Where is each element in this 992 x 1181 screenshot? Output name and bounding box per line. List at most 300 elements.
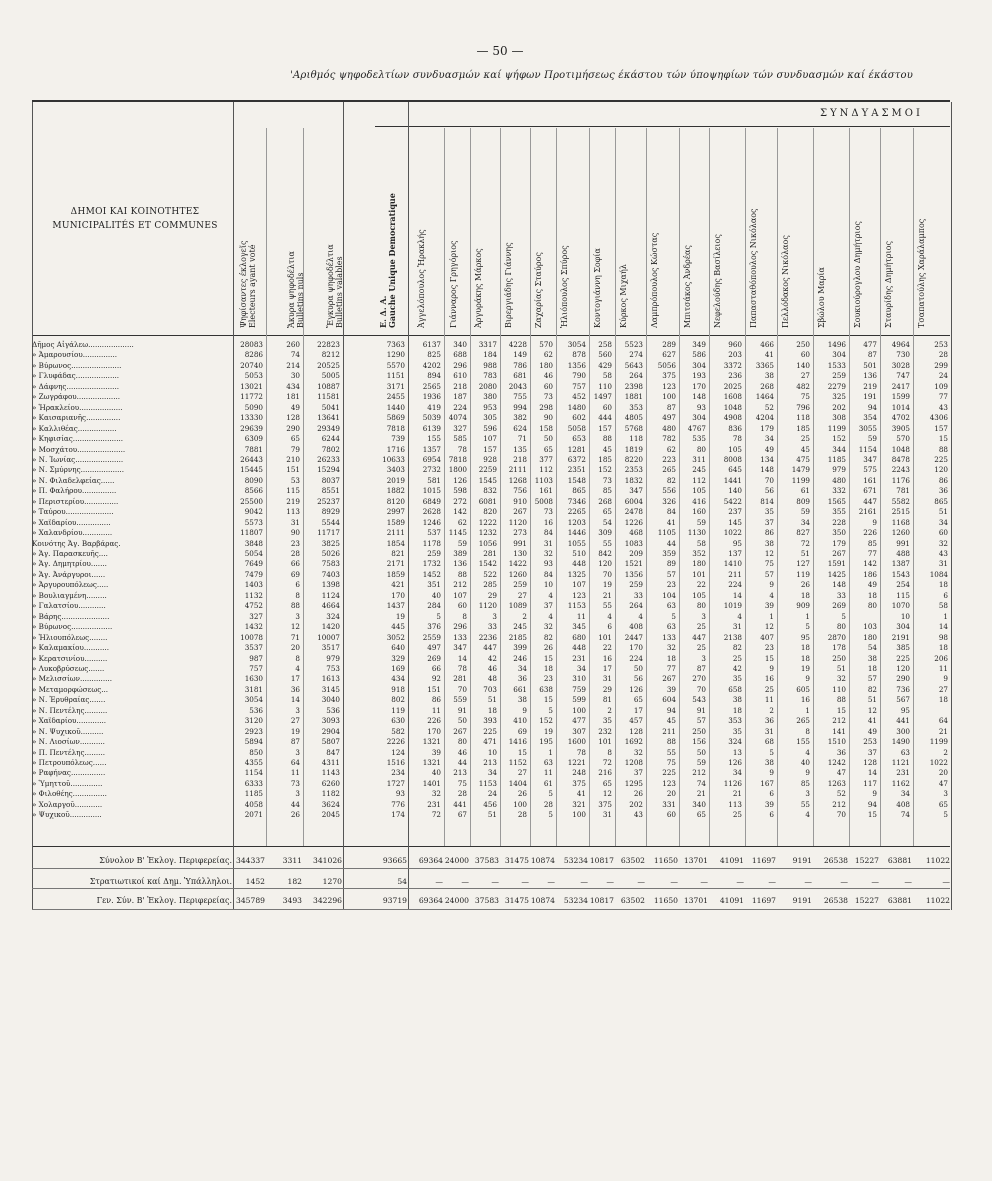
table-cell: 87 <box>696 663 706 673</box>
table-cell: 910 <box>513 496 527 506</box>
table-cell: 62 <box>543 350 553 360</box>
table-cell: 49 <box>290 402 300 412</box>
table-cell: 8212 <box>321 350 340 360</box>
table-cell: 224 <box>453 402 467 412</box>
row-label: » Ν. Ἐρυθραίας....... <box>32 695 106 705</box>
table-cell: 245 <box>513 622 527 632</box>
totals-cell: — <box>637 877 645 886</box>
table-cell: 304 <box>832 350 846 360</box>
totals-cell: 93665 <box>382 856 407 865</box>
table-cell: 10887 <box>317 381 340 391</box>
table-cell: 19 <box>543 726 553 736</box>
table-cell: 265 <box>796 716 810 726</box>
table-cell: 1630 <box>244 674 263 684</box>
table-cell: 264 <box>629 601 643 611</box>
table-cell: 6004 <box>624 496 643 506</box>
table-cell: 27 <box>290 716 300 726</box>
totals-cell: 24000 <box>444 856 469 865</box>
table-cell: 3848 <box>244 538 263 548</box>
table-cell: 8220 <box>624 454 643 464</box>
table-cell: 2243 <box>891 465 910 475</box>
table-cell: 1048 <box>891 444 910 454</box>
table-cell: 110 <box>832 684 846 694</box>
table-cell: 3 <box>295 705 300 715</box>
row-label: » Βάρης..................... <box>32 611 110 621</box>
table-cell: 1221 <box>567 758 586 767</box>
table-cell: 8478 <box>891 454 910 464</box>
table-cell: 46 <box>487 663 497 673</box>
table-cell: 510 <box>572 549 586 558</box>
row-label: » Μελισσίων.............. <box>32 674 112 684</box>
table-cell: 18 <box>938 580 948 590</box>
table-cell: 55 <box>666 747 676 757</box>
table-cell: 25 <box>732 810 742 820</box>
table-cell: 757 <box>572 381 586 391</box>
table-cell: 1881 <box>624 392 643 402</box>
table-cell: 58 <box>696 538 706 548</box>
table-cell: 894 <box>427 371 441 381</box>
table-cell: 2732 <box>422 465 441 475</box>
column-header-name: Παπασταθόπουλος Νικόλαος <box>749 208 758 328</box>
table-cell: 28 <box>457 789 467 799</box>
table-cell: 1260 <box>508 569 527 579</box>
row-label: » Μοσχάτου..................... <box>32 444 126 454</box>
totals-cell: 3311 <box>282 856 302 865</box>
table-cell: 184 <box>483 350 497 360</box>
table-cell: 7802 <box>321 444 340 454</box>
table-cell: 82 <box>666 475 676 485</box>
totals-label: Σύνολον Β' Ἐκλογ. Περιφερείας. <box>99 856 232 865</box>
column-rule <box>343 102 344 910</box>
table-cell: 1440 <box>386 402 405 412</box>
table-cell: 70 <box>836 810 846 820</box>
table-cell: 2559 <box>422 632 441 642</box>
table-cell: 382 <box>513 413 527 423</box>
table-cell: 447 <box>692 632 706 642</box>
table-cell: 581 <box>427 475 441 485</box>
table-cell: 60 <box>457 601 467 611</box>
table-cell: 89 <box>666 559 676 569</box>
table-cell: 1446 <box>567 528 586 538</box>
table-cell: 117 <box>863 778 877 788</box>
table-cell: 65 <box>938 799 948 809</box>
table-cell: 1083 <box>624 538 643 548</box>
table-cell: 11 <box>431 705 441 715</box>
table-cell: 219 <box>286 496 300 506</box>
table-cell: 419 <box>427 402 441 412</box>
table-cell: 501 <box>863 360 877 370</box>
table-cell: 3537 <box>244 643 263 653</box>
table-cell: 329 <box>391 653 405 663</box>
table-cell: 65 <box>696 810 706 820</box>
table-cell: 50 <box>633 663 643 673</box>
table-cell: 63 <box>666 622 676 632</box>
table-cell: 80 <box>457 737 467 747</box>
table-cell: 18 <box>732 705 742 715</box>
totals-cell: — <box>580 877 588 886</box>
table-cell: 445 <box>391 622 405 632</box>
totals-cell: — <box>736 877 744 886</box>
table-cell: 27 <box>800 371 810 381</box>
table-cell: 123 <box>662 381 676 391</box>
table-cell: 77 <box>938 392 948 402</box>
column-header-sub: Electeurs ayant voté <box>248 244 257 328</box>
table-cell: 187 <box>453 392 467 402</box>
table-cell: 218 <box>453 381 467 391</box>
table-cell: 979 <box>832 465 846 475</box>
table-cell: 7583 <box>321 559 340 569</box>
table-cell: 1533 <box>827 360 846 370</box>
table-cell: 1410 <box>723 559 742 569</box>
table-cell: 865 <box>572 486 586 496</box>
table-cell: 739 <box>391 434 405 444</box>
table-cell: 15445 <box>240 465 263 475</box>
table-cell: 26 <box>800 580 810 590</box>
table-cell: 640 <box>391 643 405 653</box>
table-cell: 225 <box>934 454 948 464</box>
totals-cell: 182 <box>287 877 302 886</box>
column-header-name: Μπιτσάκος Ἀνδρέας <box>683 245 692 328</box>
table-cell: 46 <box>457 747 467 757</box>
table-cell: 1716 <box>386 444 405 454</box>
table-cell: 5 <box>841 611 846 621</box>
table-cell: 225 <box>896 653 910 663</box>
table-cell: 70 <box>764 475 774 485</box>
table-cell: 15 <box>543 695 553 705</box>
table-cell: 3120 <box>244 716 263 726</box>
totals-label: Στρατιωτικοί καί Δημ. Ὑπάλληλοι. <box>89 877 232 886</box>
table-cell: 11807 <box>240 528 263 538</box>
table-cell: 30 <box>290 371 300 381</box>
table-cell: 20 <box>290 643 300 653</box>
table-cell: 32 <box>431 789 441 799</box>
table-cell: 1510 <box>827 737 846 747</box>
column-header <box>593 248 602 328</box>
totals-cell: 41091 <box>719 896 744 905</box>
table-cell: 27 <box>938 684 948 694</box>
table-cell: 352 <box>692 549 706 558</box>
table-cell: 4767 <box>687 423 706 433</box>
table-cell: 825 <box>427 350 441 360</box>
totals-cell: 15227 <box>854 896 879 905</box>
table-cell: 82 <box>867 684 877 694</box>
table-cell: 73 <box>602 475 612 485</box>
table-cell: 24 <box>487 789 497 799</box>
table-cell: 80 <box>867 601 877 611</box>
totals-cell: 63881 <box>887 856 912 865</box>
table-cell: 212 <box>453 580 467 590</box>
table-cell: 5573 <box>244 517 263 527</box>
table-cell: 1185 <box>827 454 846 464</box>
table-cell: 50 <box>543 434 553 444</box>
table-cell: 151 <box>286 465 300 475</box>
table-cell: 11772 <box>240 392 263 402</box>
table-cell: 310 <box>572 674 586 684</box>
table-cell: 2236 <box>478 632 497 642</box>
row-label: » Κερατσινίου.......... <box>32 653 108 663</box>
table-cell: 1048 <box>723 402 742 412</box>
table-cell: 45 <box>666 716 676 726</box>
table-cell: 5894 <box>244 737 263 747</box>
table-cell: 34 <box>764 434 774 444</box>
table-cell: 16 <box>800 695 810 705</box>
table-cell: 112 <box>539 465 553 475</box>
table-cell: 34 <box>576 663 586 673</box>
table-cell: 19 <box>290 726 300 736</box>
table-cell: 756 <box>513 486 527 496</box>
table-cell: 865 <box>934 496 948 506</box>
table-cell: 38 <box>764 371 774 381</box>
table-cell: 570 <box>539 340 553 349</box>
table-cell: 93 <box>543 559 553 569</box>
table-cell: 57 <box>666 569 676 579</box>
table-cell: 90 <box>290 528 300 538</box>
table-cell: 64 <box>290 758 300 767</box>
totals-cell: 63502 <box>620 856 645 865</box>
table-cell: 1599 <box>891 392 910 402</box>
table-cell: 26 <box>290 810 300 820</box>
table-cell: 180 <box>863 632 877 642</box>
heading-greek: ΔΗΜΟΙ ΚΑΙ ΚΟΙΝΟΤΗΤΕΣ <box>70 207 200 217</box>
totals-cell: — <box>700 877 708 886</box>
table-cell: 5523 <box>624 340 643 349</box>
table-cell: 2923 <box>244 726 263 736</box>
table-cell: 11717 <box>317 528 340 538</box>
table-cell: 5582 <box>891 496 910 506</box>
column-header-name: Σβώλου Μαρία <box>817 267 826 328</box>
table-cell: 94 <box>867 799 877 809</box>
totals-cell: 11650 <box>653 856 678 865</box>
table-cell: 1126 <box>723 778 742 788</box>
table-cell: 218 <box>513 454 527 464</box>
table-cell: 32 <box>938 538 948 548</box>
table-cell: 115 <box>286 486 300 496</box>
row-label: » Γλυφάδας................... <box>32 371 120 381</box>
table-cell: 25 <box>732 653 742 663</box>
table-cell: 55 <box>800 799 810 809</box>
row-label: » Φιλοθέης............... <box>32 789 107 799</box>
table-cell: 1185 <box>244 789 263 799</box>
table-cell: 65 <box>290 434 300 444</box>
table-cell: 6139 <box>422 423 441 433</box>
table-cell: 281 <box>483 549 497 558</box>
table-cell: 88 <box>457 569 467 579</box>
table-cell: 575 <box>863 465 877 475</box>
table-cell: 991 <box>513 538 527 548</box>
table-cell: 35 <box>602 716 612 726</box>
table-cell: 120 <box>896 663 910 673</box>
table-cell: 245 <box>692 465 706 475</box>
table-cell: 448 <box>572 559 586 569</box>
table-cell: 559 <box>453 695 467 705</box>
table-cell: 8037 <box>321 475 340 485</box>
table-cell: 193 <box>692 371 706 381</box>
table-cell: 126 <box>629 684 643 694</box>
table-cell: 2265 <box>567 507 586 517</box>
table-cell: 41 <box>576 789 586 799</box>
table-cell: 5 <box>671 611 676 621</box>
table-cell: 448 <box>572 643 586 653</box>
table-cell: 3624 <box>321 799 340 809</box>
table-cell: 290 <box>286 423 300 433</box>
row-label: » Δάφνης....................... <box>32 381 120 391</box>
table-cell: 11 <box>764 695 774 705</box>
row-label: » Ζωγράφου................... <box>32 392 121 402</box>
table-cell: 2226 <box>386 737 405 747</box>
totals-separator <box>32 888 950 889</box>
table-cell: 44 <box>457 758 467 767</box>
table-cell: 556 <box>662 486 676 496</box>
row-label: » Βύρωνος...................... <box>32 360 122 370</box>
table-cell: 232 <box>598 726 612 736</box>
table-cell: 68 <box>764 737 774 747</box>
table-cell: 4664 <box>321 601 340 611</box>
totals-cell: 10817 <box>589 856 614 865</box>
table-cell: 105 <box>692 590 706 600</box>
row-label: » Ἀργυρουπόλεως..... <box>32 580 109 590</box>
table-cell: 375 <box>662 371 676 381</box>
table-cell: 536 <box>249 705 263 715</box>
table-cell: 38 <box>517 695 527 705</box>
table-cell: 434 <box>391 674 405 684</box>
table-cell: 5058 <box>567 423 586 433</box>
table-cell: 755 <box>513 392 527 402</box>
table-cell: 1232 <box>478 528 497 538</box>
totals-cell: 24000 <box>444 896 469 905</box>
totals-cell: — <box>461 877 469 886</box>
table-cell: 1496 <box>827 340 846 349</box>
table-cell: 2071 <box>244 810 263 820</box>
table-cell: 41 <box>867 716 877 726</box>
table-cell: 909 <box>796 601 810 611</box>
table-cell: 63 <box>900 747 910 757</box>
column-header-name: Νεφελούδης Βασίλειος <box>713 234 722 328</box>
table-cell: 246 <box>513 653 527 663</box>
table-cell: 5005 <box>321 371 340 381</box>
table-cell: 537 <box>427 528 441 538</box>
totals-cell: 69364 <box>418 856 443 865</box>
table-cell: 80 <box>696 444 706 454</box>
table-cell: 1356 <box>567 360 586 370</box>
table-cell: 11 <box>290 768 300 778</box>
table-cell: 81 <box>602 695 612 705</box>
table-cell: 1226 <box>624 517 643 527</box>
table-cell: 40 <box>800 758 810 767</box>
table-cell: 1022 <box>723 528 742 538</box>
table-cell: 351 <box>427 580 441 590</box>
column-header-name: Πελλόδακος Νικόλαος <box>781 235 790 328</box>
table-cell: 93 <box>395 789 405 799</box>
municipalities-heading <box>40 205 230 233</box>
table-cell: 4311 <box>321 758 340 767</box>
table-cell: 72 <box>800 538 810 548</box>
table-cell: 1543 <box>891 569 910 579</box>
table-cell: 21 <box>696 789 706 799</box>
table-cell: 127 <box>796 559 810 569</box>
table-cell: 105 <box>728 444 742 454</box>
column-header-name: Ἠλιόπουλος Σπύρος <box>560 245 569 328</box>
table-cell: 2417 <box>891 381 910 391</box>
table-cell: 43 <box>938 402 948 412</box>
table-cell: 126 <box>453 475 467 485</box>
table-cell: 37 <box>764 517 774 527</box>
table-cell: 7479 <box>244 569 263 579</box>
table-cell: 1 <box>769 611 774 621</box>
table-cell: 300 <box>896 726 910 736</box>
table-cell: 599 <box>572 695 586 705</box>
table-cell: 202 <box>629 799 643 809</box>
table-cell: 441 <box>896 716 910 726</box>
table-cell: 7818 <box>448 454 467 464</box>
totals-cell: — <box>942 877 950 886</box>
column-header-name: Λαμπρόπουλος Κώστας <box>650 232 659 328</box>
table-cell: 95 <box>900 705 910 715</box>
totals-cell: — <box>871 877 879 886</box>
table-cell: 77 <box>867 549 877 558</box>
table-cell: 225 <box>483 726 497 736</box>
table-cell: 1432 <box>244 622 263 632</box>
table-cell: 169 <box>391 663 405 673</box>
table-cell: 26443 <box>240 454 263 464</box>
column-header <box>917 219 926 328</box>
table-cell: 37 <box>633 768 643 778</box>
table-cell: 63 <box>543 758 553 767</box>
table-cell: 407 <box>760 632 774 642</box>
table-cell: 40 <box>431 590 441 600</box>
table-cell: 72 <box>602 758 612 767</box>
table-cell: 203 <box>728 350 742 360</box>
table-cell: 148 <box>692 392 706 402</box>
table-cell: 4228 <box>508 340 527 349</box>
table-cell: 638 <box>539 684 553 694</box>
table-cell: 321 <box>572 799 586 809</box>
totals-cell: — <box>491 877 499 886</box>
table-cell: 36 <box>764 716 774 726</box>
table-cell: 604 <box>662 695 676 705</box>
table-cell: 236 <box>728 371 742 381</box>
table-cell: 1199 <box>827 423 846 433</box>
table-cell: 214 <box>286 360 300 370</box>
table-cell: 1121 <box>891 758 910 767</box>
totals-cell: 54 <box>397 877 407 886</box>
table-cell: 10078 <box>240 632 263 642</box>
table-cell: 1416 <box>508 737 527 747</box>
table-cell: 24 <box>938 371 948 381</box>
table-cell: 296 <box>453 360 467 370</box>
table-cell: 161 <box>539 486 553 496</box>
table-cell: 8566 <box>244 486 263 496</box>
table-cell: 62 <box>457 517 467 527</box>
totals-cell: — <box>435 877 443 886</box>
table-cell: 37 <box>543 601 553 611</box>
table-cell: 289 <box>662 340 676 349</box>
row-label: » Ν. Φιλαδελφείας...... <box>32 475 115 485</box>
table-cell: 5 <box>769 747 774 757</box>
totals-cell: 1270 <box>322 877 342 886</box>
table-cell: 69 <box>290 569 300 579</box>
table-cell: 59 <box>867 434 877 444</box>
column-header <box>817 267 826 328</box>
table-cell: 15 <box>517 747 527 757</box>
table-cell: 1387 <box>891 559 910 569</box>
table-cell: 157 <box>934 423 948 433</box>
table-cell: 12 <box>867 705 877 715</box>
table-cell: 1819 <box>624 444 643 454</box>
table-cell: 5544 <box>321 517 340 527</box>
table-cell: 10633 <box>382 454 405 464</box>
table-cell: 61 <box>543 778 553 788</box>
table-cell: 2515 <box>891 507 910 517</box>
